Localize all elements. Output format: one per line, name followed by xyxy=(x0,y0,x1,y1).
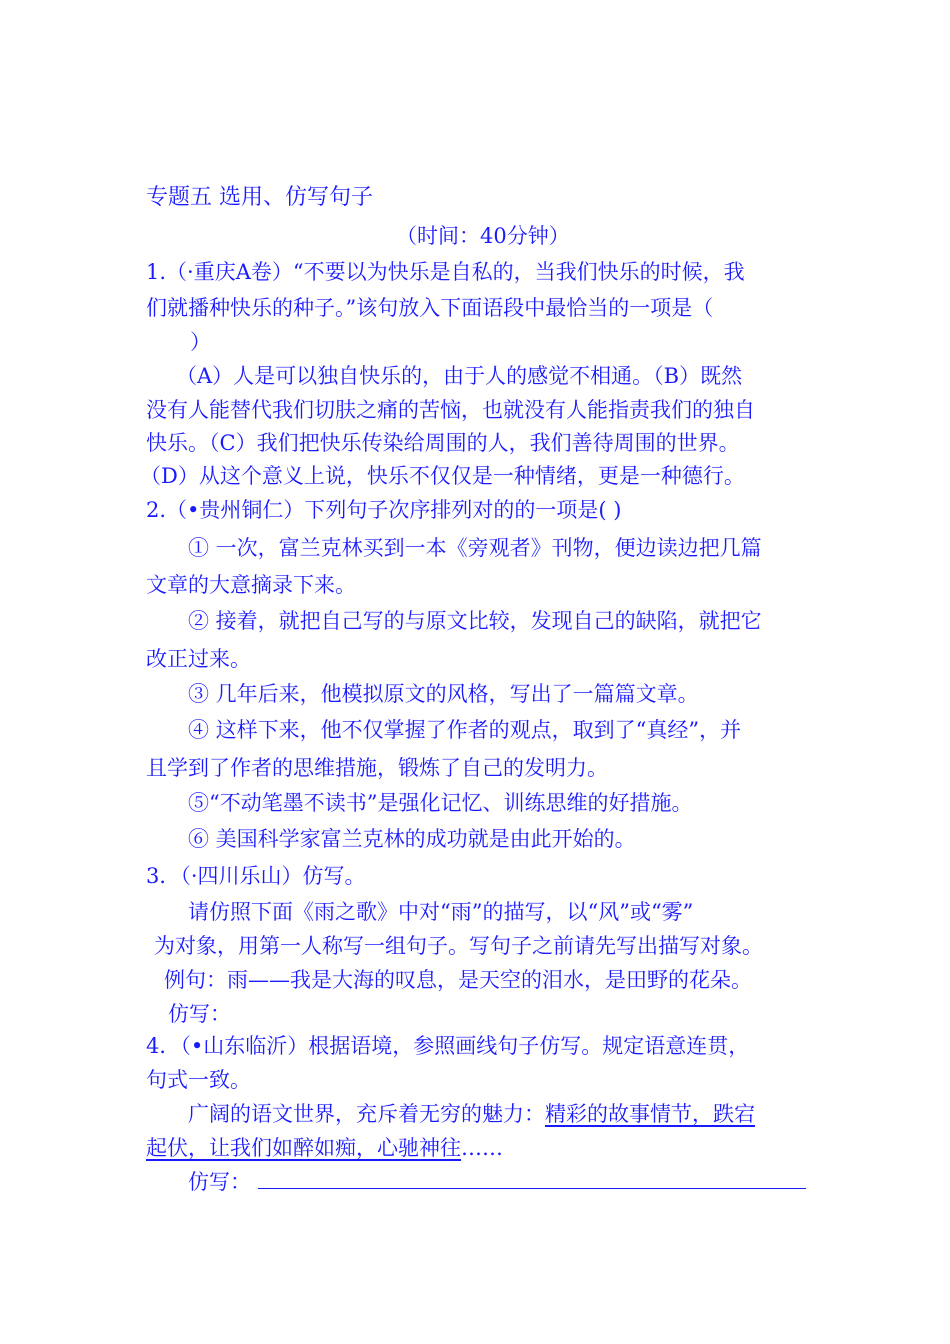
q2-item: ④ 这样下来，他不仅掌握了作者的观点，取到了“真经”，并 xyxy=(188,718,742,742)
q4-answer-label: 仿写： xyxy=(188,1170,251,1194)
q1-stem-line1: 1.（·重庆A卷）“不要以为快乐是自私的，当我们快乐的时候，我 xyxy=(146,260,745,284)
q3-stem: 3．（·四川乐山）仿写。 xyxy=(146,864,366,888)
time-note: （时间：40分钟） xyxy=(396,224,570,248)
q1-passage-line: （A）人是可以独自快乐的，由于人的感觉不相通。（B）既然 xyxy=(176,364,743,388)
q3-instruction-line2: 为对象，用第一人称写一组句子。写句子之前请先写出描写对象。 xyxy=(154,934,763,958)
q2-item: 且学到了作者的思维措施，锻炼了自己的发明力。 xyxy=(146,756,608,780)
q2-item: 改正过来。 xyxy=(146,647,251,671)
q3-example: 例句：雨——我是大海的叹息，是天空的泪水，是田野的花朵。 xyxy=(164,968,752,992)
q4-stem-line2: 句式一致。 xyxy=(146,1068,251,1092)
q1-stem-line3: ） xyxy=(190,330,211,354)
q4-underlined-sentence: 精彩的故事情节，跌宕 xyxy=(545,1102,755,1126)
q1-stem-line2: 们就播种快乐的种子。”该句放入下面语段中最恰当的一项是（ xyxy=(146,296,714,320)
q3-instruction-line1: 请仿照下面《雨之歌》中对“雨”的描写，以“风”或“雾” xyxy=(188,900,694,924)
q2-item: ⑤“不动笔墨不读书”是强化记忆、训练思维的好措施。 xyxy=(188,791,693,815)
q2-item: ③ 几年后来，他模拟原文的风格，写出了一篇篇文章。 xyxy=(188,682,699,706)
q4-answer-blank[interactable] xyxy=(258,1188,806,1189)
q4-context-line1 xyxy=(188,1100,755,1128)
q2-item: ① 一次，富兰克林买到一本《旁观者》刊物，便边读边把几篇 xyxy=(188,536,762,560)
q3-answer-label: 仿写： xyxy=(168,1002,231,1026)
q1-passage-line: 快乐。（C）我们把快乐传染给周围的人，我们善待周围的世界。 xyxy=(146,431,740,455)
q4-context-suffix: …… xyxy=(461,1136,503,1160)
q2-item: ⑥ 美国科学家富兰克林的成功就是由此开始的。 xyxy=(188,827,636,851)
q1-passage-line: （D）从这个意义上说，快乐不仅仅是一种情绪，更是一种德行。 xyxy=(140,464,745,488)
q4-stem-line1: 4．（•山东临沂）根据语境，参照画线句子仿写。规定语意连贯， xyxy=(146,1034,750,1058)
q2-item: 文章的大意摘录下来。 xyxy=(146,573,356,597)
q2-item: ② 接着，就把自己写的与原文比较，发现自己的缺陷，就把它 xyxy=(188,609,762,633)
page-title: 专题五 选用、仿写句子 xyxy=(146,185,373,210)
q4-underlined-sentence: 起伏，让我们如醉如痴，心驰神往 xyxy=(146,1136,461,1160)
q2-stem: 2.（•贵州铜仁）下列句子次序排列对的的一项是( ) xyxy=(146,498,622,522)
q1-passage-line: 没有人能替代我们切肤之痛的苦恼，也就没有人能指责我们的独自 xyxy=(146,398,755,422)
q4-context-prefix: 广阔的语文世界，充斥着无穷的魅力： xyxy=(188,1102,545,1126)
q4-context-line2 xyxy=(146,1134,503,1162)
